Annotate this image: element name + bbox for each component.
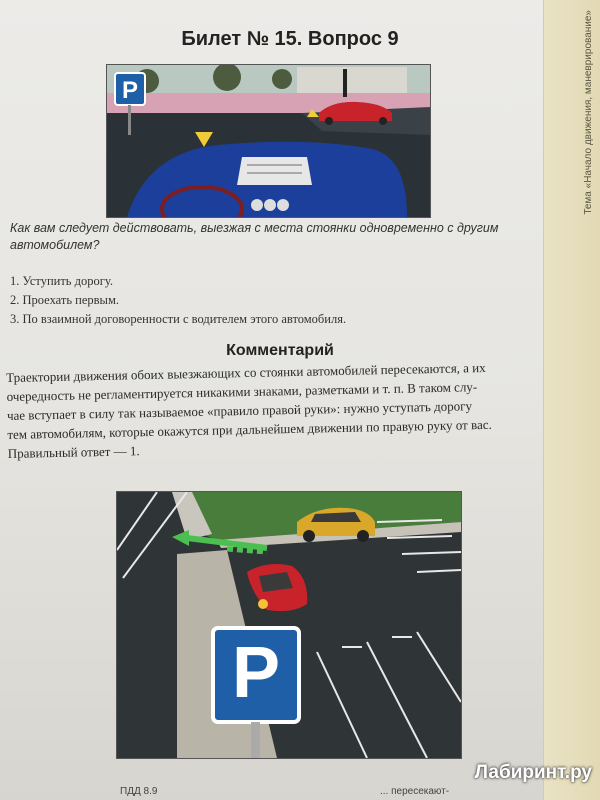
parking-lot-illustration xyxy=(116,491,462,759)
comment-line: чае вступает в силу так называемое «правило правой руки»: нужно уступать дорогу xyxy=(6,398,473,423)
footer-right-text: ... пересекают- xyxy=(380,786,450,797)
comment-body xyxy=(6,357,538,463)
driver-view-scene xyxy=(107,65,430,217)
driver-view-illustration xyxy=(106,64,431,218)
answer-list xyxy=(10,272,530,329)
comment-line: тем автомобилям, которые окажутся при дальнейшем движении по правую руку от вас. xyxy=(7,416,492,442)
comment-line: Траектории движения обоих выезжающих со стоянки автомобилей пересекаются, а их xyxy=(6,359,486,385)
footer-left-text: ПДД 8.9 xyxy=(120,786,158,797)
answer-option-1: 1. Уступить дорогу. xyxy=(10,274,113,288)
answer-option-3: 3. По взаимной договоренности с водителем этого автомобиля. xyxy=(10,312,347,326)
parking-sign-small-letter: P xyxy=(121,77,139,104)
comment-line: Правильный ответ — 1. xyxy=(7,443,140,461)
chapter-tab-text: Тема «Начало движения, маневрирование» xyxy=(583,10,594,215)
parking-lot-scene xyxy=(117,492,461,758)
question-text: Как вам следует действовать, выезжая с места стоянки одновременно с другим автомобилем? xyxy=(10,221,499,252)
ticket-title: Билет № 15. Вопрос 9 xyxy=(181,28,399,50)
watermark-logo: Лабиринт.ру xyxy=(474,762,592,783)
chapter-side-tab xyxy=(543,0,600,800)
comment-heading: Комментарий xyxy=(226,342,334,359)
answer-option-2: 2. Проехать первым. xyxy=(10,293,119,307)
comment-line: очередность не регламентируется никакими знаками, разметками и т. п. В таком слу- xyxy=(6,379,478,404)
parking-sign-large-letter: P xyxy=(231,633,281,713)
